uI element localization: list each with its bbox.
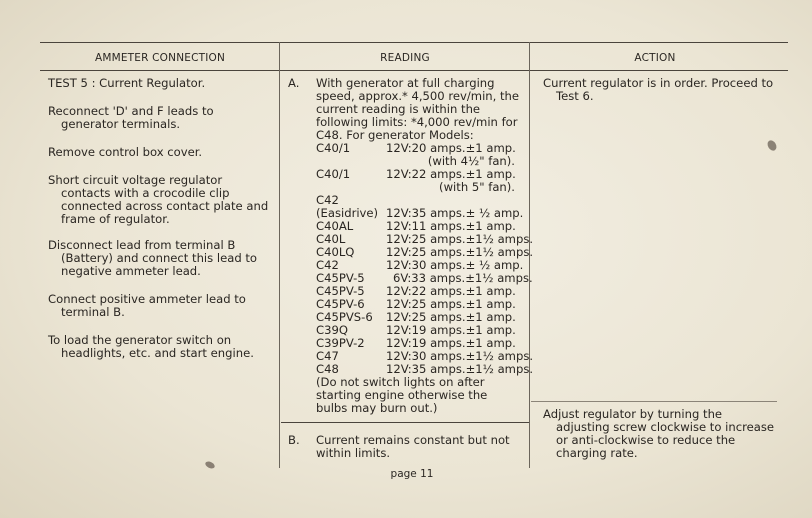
step-short-circuit: Short circuit voltage regulator contacts with a crocodile clip connected across contact plate and frame of regulator. [48, 173, 269, 226]
model-spec: 12V:25 amps.±1 amp. [386, 310, 516, 324]
model-name: C48 [316, 362, 339, 376]
model-name: C45PV-6 [316, 297, 365, 311]
model-name: C42 [316, 193, 339, 207]
model-spec: 12V:22 amps.±1 amp. [386, 167, 516, 181]
reading-item-b [288, 434, 521, 460]
reading-a-label: A. [288, 76, 300, 90]
step-load-generator: To load the generator switch on headlights, etc. and start engine. [48, 333, 254, 360]
row-divider-action [531, 401, 777, 402]
reading-b-text: Current remains constant but not within limits. [316, 433, 510, 460]
step-disconnect-lead: Disconnect lead from terminal B (Battery) and connect this lead to negative ammeter lead. [48, 238, 258, 278]
model-name: C40LQ [316, 245, 355, 259]
model-spec: 12V:22 amps.±1 amp. [386, 284, 516, 298]
ink-mark [204, 460, 216, 470]
model-name: C40/1 [316, 141, 351, 155]
model-note: (with 4½" fan). [427, 154, 515, 168]
model-spec: 12V:19 amps.±1 amp. [386, 323, 516, 337]
header-reading: READING [380, 52, 430, 64]
model-spec: 12V:25 amps.±1 amp. [386, 297, 516, 311]
model-name: C45PV-5 [316, 271, 365, 285]
header-ammeter-connection: AMMETER CONNECTION [94, 52, 226, 64]
reading-b-label: B. [288, 433, 300, 447]
model-name: C47 [316, 349, 339, 363]
model-name: (Easidrive) [316, 206, 379, 220]
reading-column [288, 76, 534, 415]
action-b-text: Adjust regulator by turning the adjusting screw clockwise to increase or anti-clockwise to reduce the charging rate. [543, 407, 774, 460]
model-spec: 12V:25 amps.±1½ amps. [386, 232, 534, 246]
model-name: C42 [316, 258, 339, 272]
action-column-b [543, 408, 775, 460]
step-connect-positive: Connect positive ammeter lead to terminal B. [48, 292, 246, 319]
model-name: C39Q [316, 323, 348, 337]
reading-a-intro: With generator at full charging speed, approx.* 4,500 rev/min, the current reading is within the following limits: *4,000 rev/min for C48. For generator Models: [316, 76, 520, 142]
model-spec: 12V:25 amps.±1½ amps. [386, 245, 534, 259]
model-spec: 12V:20 amps.±1 amp. [386, 141, 516, 155]
reading-item-a [288, 77, 521, 142]
header-action: ACTION [634, 52, 676, 64]
model-note: (with 5" fan). [439, 180, 515, 194]
reading-a-warning: (Do not switch lights on after starting engine otherwise the bulbs may burn out.) [316, 375, 488, 415]
model-name: C40L [316, 232, 346, 246]
model-spec: 12V:35 amps.±1½ amps. [386, 362, 534, 376]
page-number: page 11 [390, 468, 434, 480]
model-name: C45PV-5 [316, 284, 365, 298]
step-remove-cover: Remove control box cover. [48, 145, 203, 159]
model-name: C45PVS-6 [316, 310, 373, 324]
model-name: C40AL [316, 219, 354, 233]
action-a-text: Current regulator is in order. Proceed to Test 6. [543, 76, 774, 103]
header-bottom-rule [40, 70, 788, 71]
ink-mark [766, 139, 778, 153]
test-title: TEST 5 : Current Regulator. [48, 76, 206, 90]
model-spec: 6V:33 amps.±1½ amps. [393, 271, 533, 285]
model-spec: 12V:35 amps.± ½ amp. [386, 206, 524, 220]
action-column-a [543, 77, 775, 103]
reading-b [288, 434, 521, 460]
model-spec: 12V:30 amps.± ½ amp. [386, 258, 524, 272]
column-divider-1 [279, 42, 280, 468]
model-table [288, 141, 534, 376]
table-top-rule [40, 42, 788, 43]
model-name: C39PV-2 [316, 336, 365, 350]
model-name: C40/1 [316, 167, 351, 181]
model-spec: 12V:19 amps.±1 amp. [386, 336, 516, 350]
connection-column [48, 77, 270, 360]
model-spec: 12V:11 amps.±1 amp. [386, 219, 516, 233]
model-spec: 12V:30 amps.±1½ amps. [386, 349, 534, 363]
row-divider-reading [281, 422, 529, 423]
step-reconnect: Reconnect 'D' and F leads to generator terminals. [48, 104, 214, 131]
